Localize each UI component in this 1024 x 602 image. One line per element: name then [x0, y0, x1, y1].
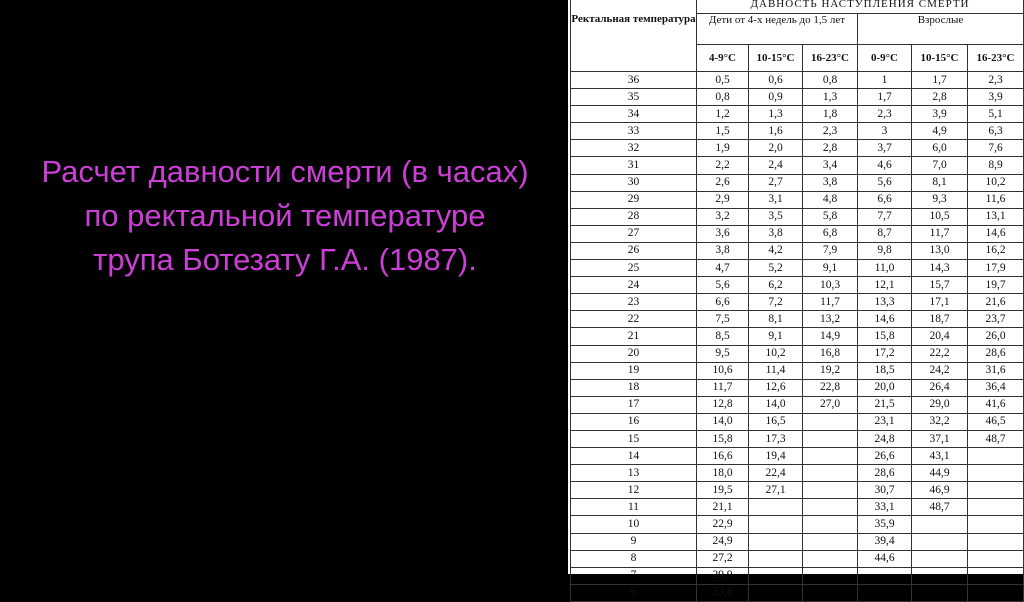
hours-cell: 3,8 — [697, 242, 749, 259]
hours-cell: 26,4 — [912, 379, 968, 396]
hours-cell: 2,0 — [749, 140, 803, 157]
hours-cell: 1,7 — [858, 89, 912, 106]
hours-cell: 19,7 — [968, 277, 1024, 294]
table-row — [571, 482, 1024, 499]
hours-cell: 16,8 — [803, 345, 858, 362]
hours-cell: 26,6 — [858, 448, 912, 465]
hours-cell — [912, 567, 968, 584]
hours-cell: 1,3 — [749, 106, 803, 123]
hours-cell — [749, 584, 803, 601]
hours-cell: 0,9 — [749, 89, 803, 106]
hours-cell: 28,6 — [968, 345, 1024, 362]
hours-cell: 12,1 — [858, 277, 912, 294]
temperature-cell: 6 — [571, 584, 697, 601]
hours-cell — [968, 516, 1024, 533]
hours-cell: 10,3 — [803, 277, 858, 294]
temperature-cell: 13 — [571, 465, 697, 482]
hours-cell: 31,6 — [968, 362, 1024, 379]
hours-cell — [803, 516, 858, 533]
hours-cell — [912, 584, 968, 601]
hours-cell: 24,9 — [697, 533, 749, 550]
table-row — [571, 328, 1024, 345]
hours-cell: 13,1 — [968, 208, 1024, 225]
table-row — [571, 174, 1024, 191]
hours-cell: 3,5 — [749, 208, 803, 225]
hours-cell: 3,8 — [803, 174, 858, 191]
temperature-cell: 16 — [571, 413, 697, 430]
column-header: 10-15°C — [749, 45, 803, 72]
temperature-cell: 36 — [571, 72, 697, 89]
hours-cell — [803, 448, 858, 465]
hours-cell: 2,6 — [697, 174, 749, 191]
temperature-cell: 25 — [571, 260, 697, 277]
hours-cell — [749, 499, 803, 516]
temperature-cell: 27 — [571, 225, 697, 242]
table-row — [571, 191, 1024, 208]
hours-cell: 11,0 — [858, 260, 912, 277]
hours-cell: 44,6 — [858, 550, 912, 567]
hours-cell: 7,9 — [803, 242, 858, 259]
temperature-cell: 12 — [571, 482, 697, 499]
temperature-cell: 8 — [571, 550, 697, 567]
temperature-cell: 17 — [571, 396, 697, 413]
temperature-cell: 9 — [571, 533, 697, 550]
table-row — [571, 448, 1024, 465]
hours-cell: 19,5 — [697, 482, 749, 499]
hours-cell: 30,7 — [858, 482, 912, 499]
hours-cell: 2,3 — [858, 106, 912, 123]
hours-cell: 44,9 — [912, 465, 968, 482]
hours-cell: 22,4 — [749, 465, 803, 482]
temperature-cell: 30 — [571, 174, 697, 191]
hours-cell — [912, 533, 968, 550]
hours-cell: 19,2 — [803, 362, 858, 379]
table-row — [571, 106, 1024, 123]
table-row — [571, 567, 1024, 584]
hours-cell: 48,7 — [968, 430, 1024, 447]
hours-cell — [968, 550, 1024, 567]
hours-cell: 13,2 — [803, 311, 858, 328]
table-row — [571, 550, 1024, 567]
hours-cell: 1,8 — [803, 106, 858, 123]
hours-cell: 12,6 — [749, 379, 803, 396]
hours-cell — [803, 533, 858, 550]
hours-cell: 1,3 — [803, 89, 858, 106]
hours-cell: 20,4 — [912, 328, 968, 345]
hours-cell: 5,1 — [968, 106, 1024, 123]
hours-cell: 41,6 — [968, 396, 1024, 413]
hours-cell: 2,3 — [803, 123, 858, 140]
temperature-cell: 26 — [571, 242, 697, 259]
table-row — [571, 72, 1024, 89]
temperature-cell: 14 — [571, 448, 697, 465]
hours-cell: 2,8 — [803, 140, 858, 157]
hours-cell: 1,7 — [912, 72, 968, 89]
table-row — [571, 396, 1024, 413]
hours-cell: 2,7 — [749, 174, 803, 191]
temperature-cell: 32 — [571, 140, 697, 157]
hours-cell: 17,9 — [968, 260, 1024, 277]
hours-cell: 5,2 — [749, 260, 803, 277]
hours-cell: 46,5 — [968, 413, 1024, 430]
hours-cell: 0,6 — [749, 72, 803, 89]
table-row — [571, 208, 1024, 225]
table-row — [571, 277, 1024, 294]
hours-cell: 3,9 — [912, 106, 968, 123]
title-line-3: трупа Ботезату Г.А. (1987). — [93, 242, 477, 277]
table-row — [571, 413, 1024, 430]
hours-cell: 5,8 — [803, 208, 858, 225]
hours-cell — [912, 516, 968, 533]
title-line-1: Расчет давности смерти (в часах) — [41, 154, 529, 189]
hours-cell: 17,3 — [749, 430, 803, 447]
hours-cell: 16,6 — [697, 448, 749, 465]
hours-cell: 7,2 — [749, 294, 803, 311]
temperature-cell: 19 — [571, 362, 697, 379]
hours-cell — [803, 567, 858, 584]
column-header: 10-15°C — [912, 45, 968, 72]
hours-cell: 14,9 — [803, 328, 858, 345]
hours-cell: 28,6 — [858, 465, 912, 482]
hours-cell: 10,5 — [912, 208, 968, 225]
table-row — [571, 499, 1024, 516]
hours-cell: 7,0 — [912, 157, 968, 174]
hours-cell: 22,9 — [697, 516, 749, 533]
hours-cell: 2,9 — [697, 191, 749, 208]
hours-cell: 3,1 — [749, 191, 803, 208]
hours-cell: 27,2 — [697, 550, 749, 567]
hours-cell — [803, 550, 858, 567]
hours-cell: 14,3 — [912, 260, 968, 277]
hours-cell: 3,7 — [858, 140, 912, 157]
hours-cell: 6,0 — [912, 140, 968, 157]
table-row — [571, 123, 1024, 140]
hours-cell: 43,1 — [912, 448, 968, 465]
temperature-cell: 22 — [571, 311, 697, 328]
hours-cell: 33,8 — [697, 584, 749, 601]
column-header: 0-9°C — [858, 45, 912, 72]
hours-cell: 8,7 — [858, 225, 912, 242]
hours-cell — [803, 413, 858, 430]
hours-cell: 26,0 — [968, 328, 1024, 345]
hours-cell: 3,2 — [697, 208, 749, 225]
temperature-cell: 15 — [571, 430, 697, 447]
hours-cell: 4,7 — [697, 260, 749, 277]
hours-cell: 15,8 — [697, 430, 749, 447]
table-row — [571, 225, 1024, 242]
hours-cell — [968, 482, 1024, 499]
table-row — [571, 260, 1024, 277]
hours-cell: 29,0 — [912, 396, 968, 413]
temperature-cell: 20 — [571, 345, 697, 362]
temperature-cell: 7 — [571, 567, 697, 584]
hours-cell: 10,2 — [749, 345, 803, 362]
hours-cell: 4,9 — [912, 123, 968, 140]
hours-cell — [968, 584, 1024, 601]
scanned-table-page — [568, 0, 1024, 599]
hours-cell: 11,7 — [803, 294, 858, 311]
hours-cell: 17,2 — [858, 345, 912, 362]
temperature-cell: 23 — [571, 294, 697, 311]
hours-cell: 4,6 — [858, 157, 912, 174]
table-row — [571, 584, 1024, 601]
hours-cell: 22,8 — [803, 379, 858, 396]
hours-cell: 1,6 — [749, 123, 803, 140]
hours-cell: 7,7 — [858, 208, 912, 225]
hours-cell: 1,9 — [697, 140, 749, 157]
hours-cell: 4,2 — [749, 242, 803, 259]
hours-cell — [803, 430, 858, 447]
hours-cell: 8,1 — [912, 174, 968, 191]
hours-cell: 1,5 — [697, 123, 749, 140]
hours-cell — [968, 533, 1024, 550]
table-row — [571, 157, 1024, 174]
hours-cell: 23,7 — [968, 311, 1024, 328]
header-time-since-death: ДАВНОСТЬ НАСТУПЛЕНИЯ СМЕРТИ — [697, 0, 1024, 14]
hours-cell: 29,9 — [697, 567, 749, 584]
hours-cell: 15,7 — [912, 277, 968, 294]
header-children: Дети от 4-х недель до 1,5 лет — [697, 14, 858, 45]
hours-cell: 6,2 — [749, 277, 803, 294]
column-header: 4-9°C — [697, 45, 749, 72]
hours-cell: 9,3 — [912, 191, 968, 208]
hours-cell — [803, 465, 858, 482]
table-row — [571, 140, 1024, 157]
hours-cell: 6,3 — [968, 123, 1024, 140]
hours-cell: 19,4 — [749, 448, 803, 465]
hours-cell: 35,9 — [858, 516, 912, 533]
temperature-cell: 33 — [571, 123, 697, 140]
hours-cell: 21,1 — [697, 499, 749, 516]
hours-cell — [858, 567, 912, 584]
hours-cell: 33,1 — [858, 499, 912, 516]
hours-cell: 23,1 — [858, 413, 912, 430]
hours-cell — [803, 499, 858, 516]
hours-cell — [858, 584, 912, 601]
hours-cell — [968, 465, 1024, 482]
temperature-cell: 24 — [571, 277, 697, 294]
hours-cell: 37,1 — [912, 430, 968, 447]
hours-cell: 36,4 — [968, 379, 1024, 396]
hours-cell: 5,6 — [858, 174, 912, 191]
table-body — [571, 72, 1024, 602]
hours-cell — [803, 584, 858, 601]
hours-cell: 3,4 — [803, 157, 858, 174]
header-adults: Взрослые — [858, 14, 1024, 45]
hours-cell: 10,2 — [968, 174, 1024, 191]
hours-cell — [968, 448, 1024, 465]
table-row — [571, 311, 1024, 328]
temperature-cell: 28 — [571, 208, 697, 225]
temperature-cell: 21 — [571, 328, 697, 345]
table-row — [571, 362, 1024, 379]
hours-cell: 14,0 — [749, 396, 803, 413]
hours-cell: 6,6 — [697, 294, 749, 311]
hours-cell: 3,9 — [968, 89, 1024, 106]
hours-cell — [912, 550, 968, 567]
hours-cell: 0,8 — [697, 89, 749, 106]
hours-cell: 39,4 — [858, 533, 912, 550]
hours-cell: 2,2 — [697, 157, 749, 174]
hours-cell — [968, 567, 1024, 584]
hours-cell: 46,9 — [912, 482, 968, 499]
hours-cell: 3,6 — [697, 225, 749, 242]
hours-cell: 8,5 — [697, 328, 749, 345]
hours-cell: 13,3 — [858, 294, 912, 311]
hours-cell: 9,1 — [749, 328, 803, 345]
hours-cell: 32,2 — [912, 413, 968, 430]
hours-cell: 2,4 — [749, 157, 803, 174]
hours-cell: 11,7 — [697, 379, 749, 396]
hours-cell: 2,3 — [968, 72, 1024, 89]
hours-cell: 15,8 — [858, 328, 912, 345]
hours-cell: 9,8 — [858, 242, 912, 259]
title-line-2: по ректальной температуре — [84, 198, 486, 233]
temperature-cell: 35 — [571, 89, 697, 106]
table-row — [571, 465, 1024, 482]
table-row — [571, 89, 1024, 106]
hours-cell: 6,6 — [858, 191, 912, 208]
hours-cell — [749, 567, 803, 584]
hours-cell: 14,6 — [968, 225, 1024, 242]
table-row — [571, 345, 1024, 362]
hours-cell: 18,5 — [858, 362, 912, 379]
hours-cell: 1,2 — [697, 106, 749, 123]
hours-cell: 22,2 — [912, 345, 968, 362]
hours-cell: 27,1 — [749, 482, 803, 499]
hours-cell: 9,5 — [697, 345, 749, 362]
hours-cell: 0,8 — [803, 72, 858, 89]
hours-cell: 5,6 — [697, 277, 749, 294]
table-row — [571, 379, 1024, 396]
hours-cell — [803, 482, 858, 499]
hours-cell: 48,7 — [912, 499, 968, 516]
hours-cell: 24,8 — [858, 430, 912, 447]
column-header: 16-23°C — [803, 45, 858, 72]
temperature-cell: 11 — [571, 499, 697, 516]
hours-cell: 17,1 — [912, 294, 968, 311]
hours-cell: 3 — [858, 123, 912, 140]
table-row — [571, 533, 1024, 550]
hours-cell: 16,5 — [749, 413, 803, 430]
hours-cell — [749, 516, 803, 533]
time-of-death-table — [570, 0, 1024, 602]
hours-cell: 21,5 — [858, 396, 912, 413]
temperature-cell: 10 — [571, 516, 697, 533]
hours-cell: 21,6 — [968, 294, 1024, 311]
hours-cell: 12,8 — [697, 396, 749, 413]
column-header: 16-23°C — [968, 45, 1024, 72]
hours-cell: 2,8 — [912, 89, 968, 106]
hours-cell: 3,8 — [749, 225, 803, 242]
hours-cell: 7,5 — [697, 311, 749, 328]
hours-cell: 7,6 — [968, 140, 1024, 157]
hours-cell: 8,9 — [968, 157, 1024, 174]
hours-cell: 14,0 — [697, 413, 749, 430]
hours-cell: 18,0 — [697, 465, 749, 482]
hours-cell — [749, 533, 803, 550]
hours-cell: 0,5 — [697, 72, 749, 89]
hours-cell: 13,0 — [912, 242, 968, 259]
hours-cell: 11,6 — [968, 191, 1024, 208]
table-row — [571, 430, 1024, 447]
hours-cell: 16,2 — [968, 242, 1024, 259]
temperature-cell: 18 — [571, 379, 697, 396]
hours-cell: 6,8 — [803, 225, 858, 242]
slide-title — [0, 150, 570, 282]
hours-cell: 9,1 — [803, 260, 858, 277]
temperature-cell: 34 — [571, 106, 697, 123]
hours-cell — [968, 499, 1024, 516]
hours-cell: 11,7 — [912, 225, 968, 242]
hours-cell: 4,8 — [803, 191, 858, 208]
hours-cell: 20,0 — [858, 379, 912, 396]
hours-cell: 10,6 — [697, 362, 749, 379]
hours-cell: 18,7 — [912, 311, 968, 328]
temperature-cell: 29 — [571, 191, 697, 208]
hours-cell: 8,1 — [749, 311, 803, 328]
table-row — [571, 242, 1024, 259]
hours-cell: 1 — [858, 72, 912, 89]
table-row — [571, 294, 1024, 311]
hours-cell: 24,2 — [912, 362, 968, 379]
hours-cell — [749, 550, 803, 567]
table-row — [571, 516, 1024, 533]
hours-cell: 11,4 — [749, 362, 803, 379]
hours-cell: 27,0 — [803, 396, 858, 413]
hours-cell: 14,6 — [858, 311, 912, 328]
header-rectal-temperature: Ректальная температура — [571, 0, 697, 72]
temperature-cell: 31 — [571, 157, 697, 174]
